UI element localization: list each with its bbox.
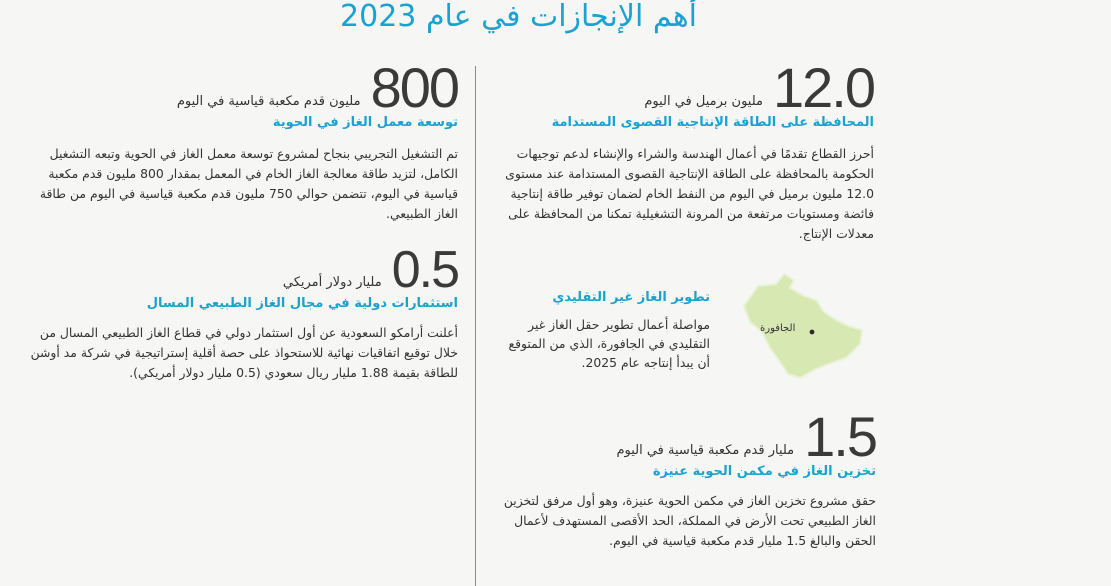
stat-number: 0.5 <box>391 241 458 299</box>
achievement-body: حقق مشروع تخزين الغاز في مكمن الحوية عنيزة، وهو أول مرفق لتخزين الغاز الطبيعي تحت الأرض في المملكة، الحد الأقصى المستهدف لأعمال الحقن والبالغ 1.5 مليار قدم مكعبة قياسية في اليوم. <box>503 493 876 549</box>
stat-unit: مليون قدم مكعبة قياسية في اليوم <box>176 94 361 110</box>
map-icon <box>724 266 876 386</box>
achievement-max-sustainable-capacity <box>494 56 874 244</box>
stat-row <box>14 241 458 299</box>
stat-row <box>494 56 874 119</box>
stat-unit: مليار قدم مكعبة قياسية في اليوم <box>616 443 795 459</box>
achievement-heading: تخزين الغاز في مكمن الحوية عنيزة <box>652 464 876 480</box>
stat-unit: مليار دولار أمريكي <box>282 274 382 290</box>
achievement-gas-plant-expansion <box>14 56 458 224</box>
achievement-body: مواصلة أعمال تطوير حقل الغاز غير التقليدي في الجافورة، الذي من المتوقع أن يبدأ إنتاجه عام 2025. <box>508 317 710 370</box>
achievement-heading: توسعة معمل الغاز في الحوية <box>272 115 458 131</box>
achievement-body: أعلنت أرامكو السعودية عن أول استثمار دولي في قطاع الغاز الطبيعي المسال من خلال توقيع اتفاقيات نهائية للاستحواذ على حصة أقلية إستراتيجية في شركة مد أوشن للطاقة بقيمة 1.88 مليار ريال سعودي (0.5 مليار دولار أمريكي). <box>30 324 458 380</box>
map-location-label: الجافورة <box>760 323 796 334</box>
achievement-heading: تطوير الغاز غير التقليدي <box>552 290 710 305</box>
achievement-body: تم التشغيل التجريبي بنجاح لمشروع توسعة معمل الغاز في الحوية وتبعه التشغيل الكامل، لتزيد طاقة معالجة الغاز الخام في المعمل بمقدار 800 مليون قدم مكعبة قياسية في اليوم، تتضمن حوالي 750 مليون قدم مكعبة قياسية في اليوم من طاقة الغاز الطبيعي. <box>39 146 458 222</box>
stat-number: 12.0 <box>773 56 874 119</box>
page-title: أهم الإنجازات في عام 2023 <box>340 0 697 34</box>
achievement-international-lng <box>14 241 458 383</box>
stat-number: 1.5 <box>804 405 876 468</box>
stat-row <box>494 405 876 468</box>
achievement-heading: المحافظة على الطاقة الإنتاجية القصوى المستدامة <box>551 115 874 131</box>
saudi-arabia-map <box>724 266 876 386</box>
stat-number: 800 <box>370 56 458 119</box>
achievement-gas-storage <box>494 405 876 551</box>
jafurah-location-marker <box>810 330 815 335</box>
achievement-body: أحرز القطاع تقدمًا في أعمال الهندسة والشراء والإنشاء لدعم توجيهات الحكومة بالمحافظة على الطاقة الإنتاجية القصوى المستدامة عند مستوى 12.0 مليون برميل في اليوم من النفط الخام لضمان توفير طاقة إنتاجية فائضة ومستويات مرتفعة من المرونة التشغيلية تمكنا من المحافظة على معدلات الإنتاج. <box>505 146 874 242</box>
stat-row <box>14 56 458 119</box>
achievement-unconventional-gas <box>494 290 710 372</box>
stat-unit: مليون برميل في اليوم <box>644 94 763 110</box>
achievement-heading: استثمارات دولية في مجال الغاز الطبيعي المسال <box>146 295 458 311</box>
column-divider <box>475 66 476 586</box>
